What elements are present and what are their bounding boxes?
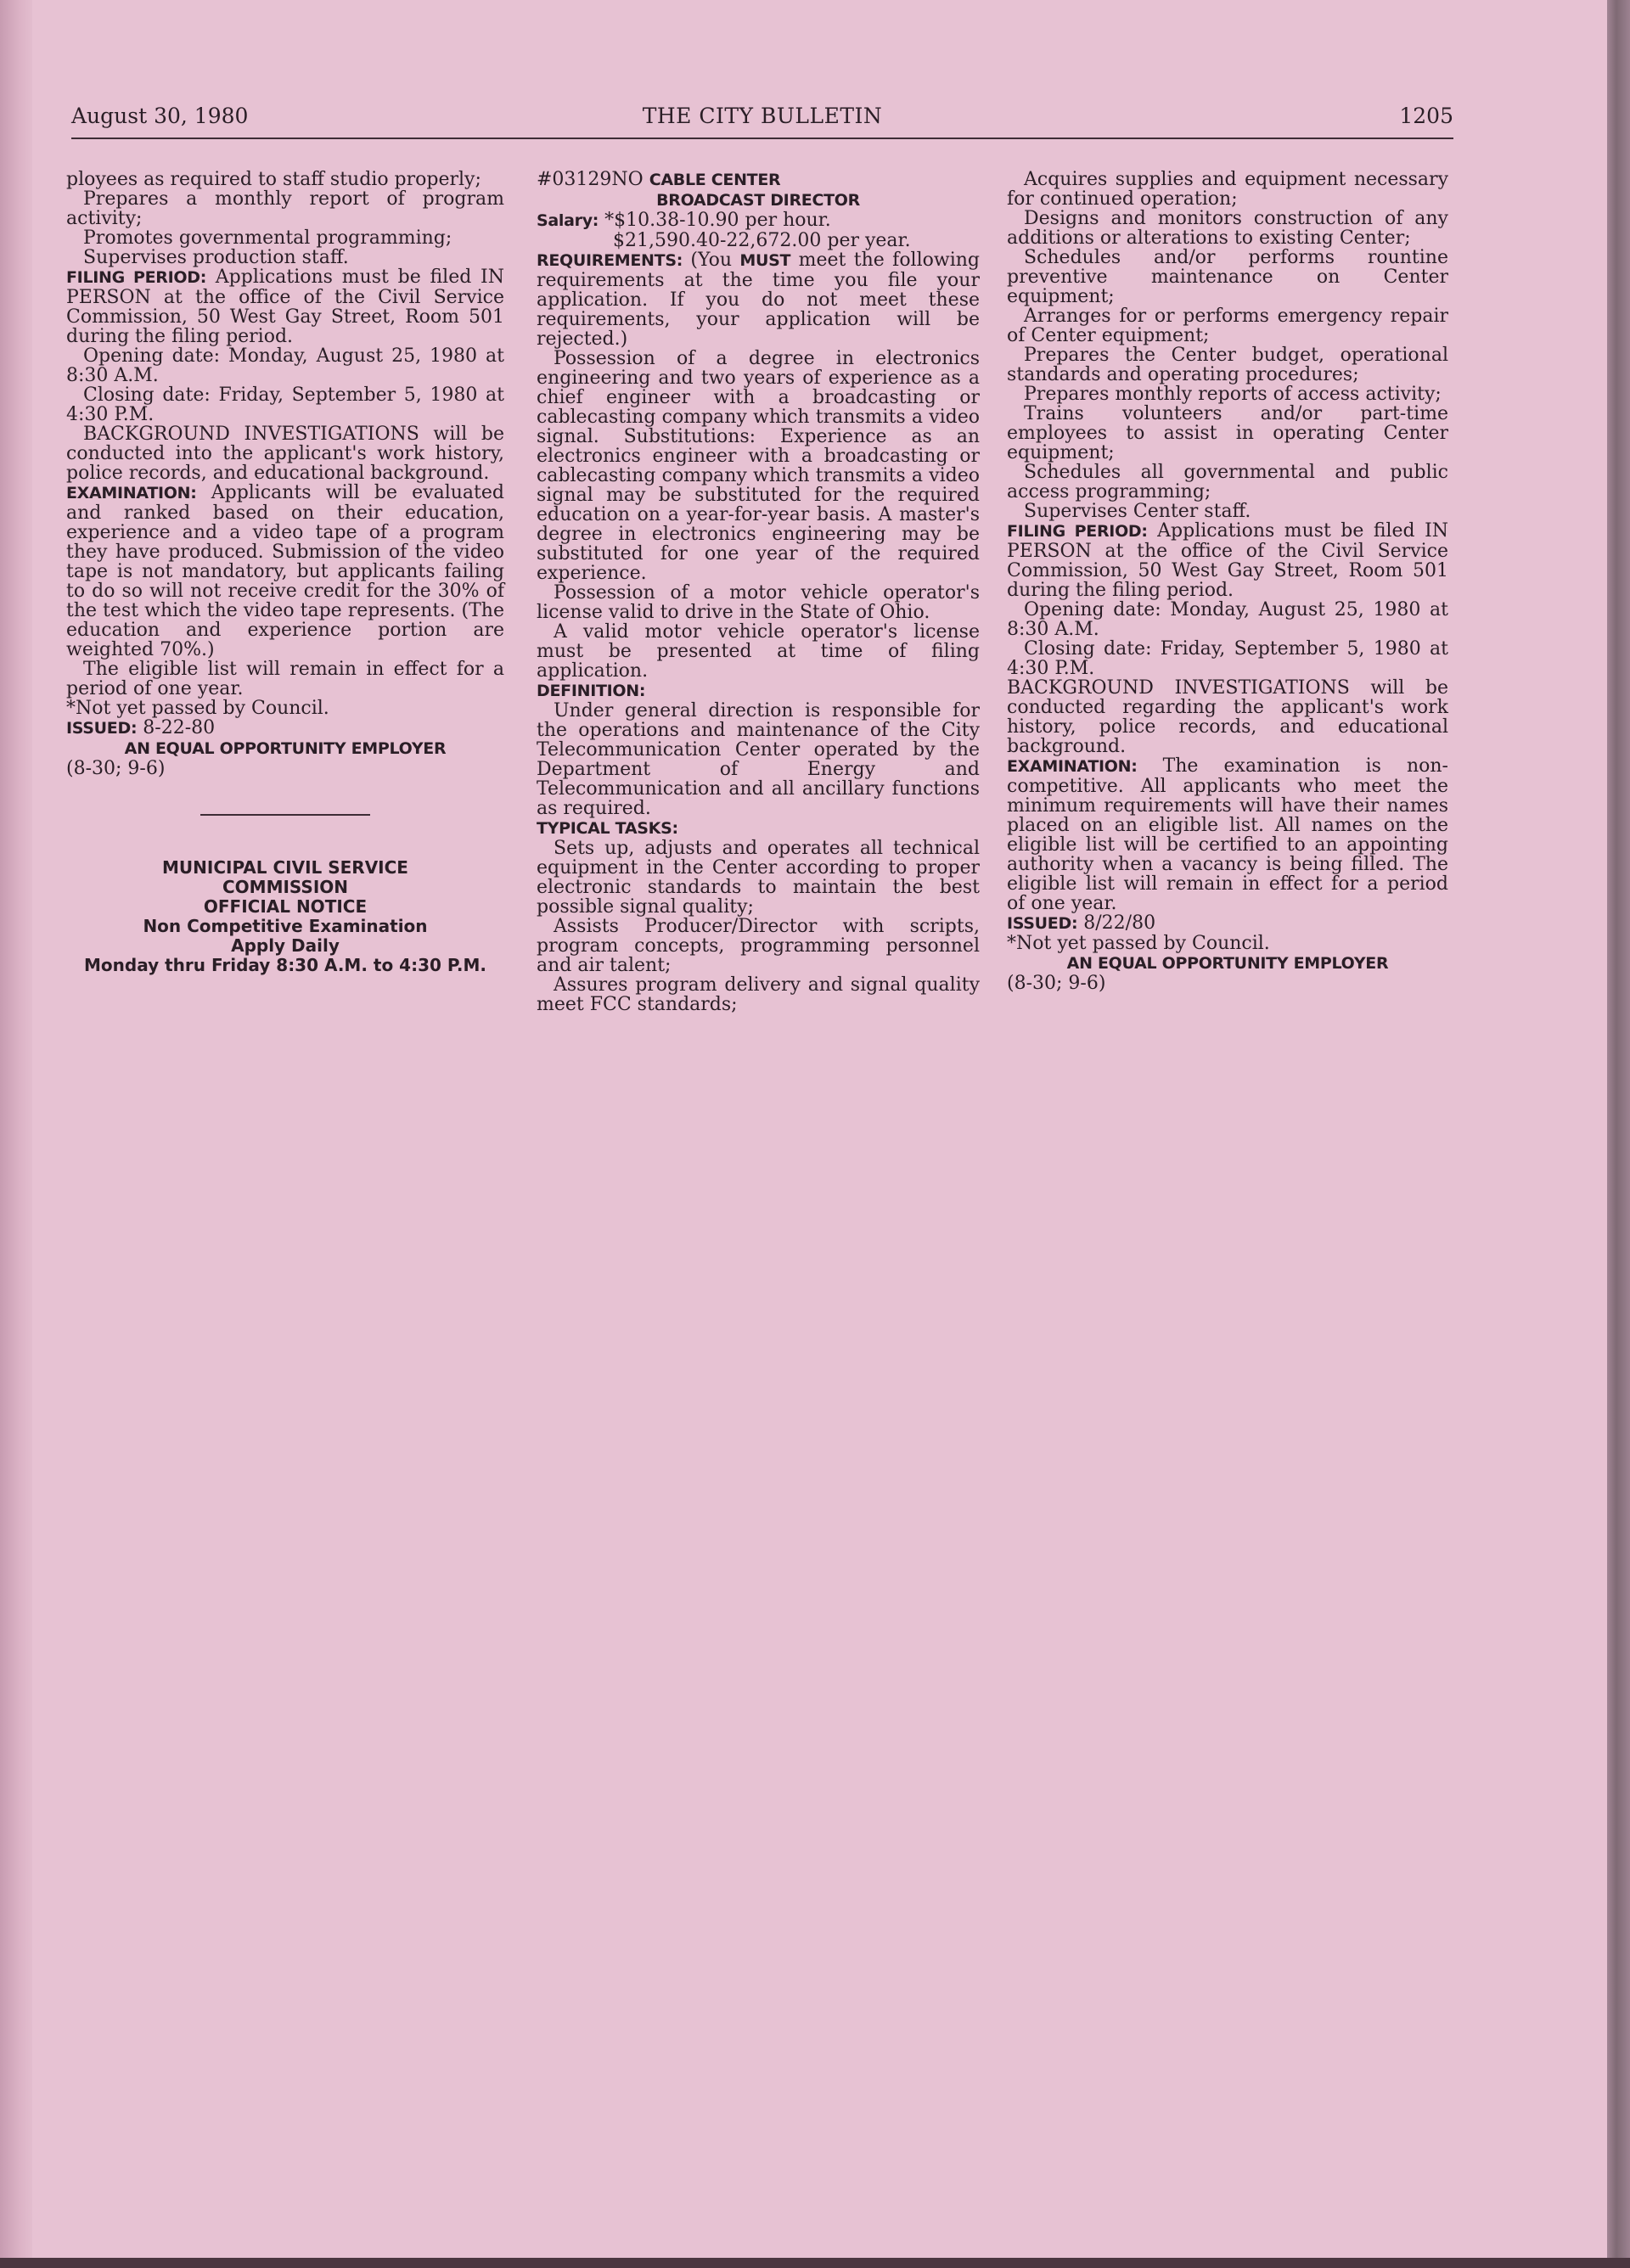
notice-heading: OFFICIAL NOTICE bbox=[203, 896, 368, 917]
notice-subheading: Non Competitive Examination bbox=[143, 916, 428, 936]
task-item: Schedules and/or performs rountine preventive maintenance on Center equipment; bbox=[1007, 247, 1448, 307]
job-title: CABLE CENTER bbox=[649, 171, 781, 189]
definition-label: DEFINITION: bbox=[537, 682, 646, 700]
task-item: Acquires supplies and equipment necessary for continued operation; bbox=[1007, 169, 1448, 210]
filing-period bbox=[66, 267, 504, 346]
task-item: Designs and monitors construction of any additions or alterations to existing Center; bbox=[1007, 208, 1448, 249]
task-item: Assures program delivery and signal quality meet FCC standards; bbox=[537, 974, 980, 1015]
header-date: August 30, 1980 bbox=[71, 104, 249, 128]
task-item: Sets up, adjusts and operates all technical equipment in the Center according to proper electronic standards to maintain the best possible signal quality; bbox=[537, 838, 980, 918]
issued-date: 8/22/80 bbox=[1083, 912, 1156, 934]
page-header bbox=[71, 102, 1453, 139]
eeo-line: AN EQUAL OPPORTUNITY EMPLOYER bbox=[1066, 954, 1389, 973]
task-item: Arranges for or performs emergency repair of Center equipment; bbox=[1007, 306, 1448, 346]
eligible-list: The eligible list will remain in effect for a period of one year. bbox=[66, 659, 504, 699]
publication-dates: (8-30; 9-6) bbox=[1007, 973, 1106, 994]
filing-period bbox=[1007, 521, 1448, 600]
job-title-line2: BROADCAST DIRECTOR bbox=[656, 191, 860, 210]
examination-text: Applicants will be evaluated and ranked based on their education, experience and a video tape of a program they have produced. Submission of the video tape is not mandatory, but applicants failing to do so will not receive credit for the 30% of the test which the video tape represents. (The education and experience portion are weighted 70%.) bbox=[66, 482, 504, 660]
examination bbox=[66, 483, 504, 660]
issued-label: ISSUED: bbox=[1007, 914, 1078, 933]
background-investigations: BACKGROUND INVESTIGATIONS will be conducted into the applicant's work history, police records, and educational background. bbox=[66, 424, 504, 484]
notice-heading: MUNICIPAL CIVIL SERVICE bbox=[162, 857, 408, 878]
typical-tasks-label: TYPICAL TASKS: bbox=[537, 819, 678, 838]
requirement-item: A valid motor vehicle operator's license must be presented at time of filing application. bbox=[537, 621, 980, 682]
examination-label: EXAMINATION: bbox=[66, 484, 197, 502]
examination-label: EXAMINATION: bbox=[1007, 757, 1138, 776]
opening-date: Opening date: Monday, August 25, 1980 at 8:30 A.M. bbox=[1007, 599, 1448, 640]
salary bbox=[537, 211, 980, 231]
issued-date: 8-22-80 bbox=[143, 717, 216, 738]
examination-text: The examination is non-competitive. All applicants who meet the minimum requirements will have their names placed on an eligible list. All names on the eligible list will be certified to an appointing authority when a vacancy is being filled. The eligible list will remain in effect for a period of one year. bbox=[1007, 755, 1448, 914]
filing-period-text: Applications must be filed IN PERSON at the office of the Civil Service Commission, 50 West Gay Street, Room 501 during the filing period. bbox=[1007, 520, 1449, 601]
opening-date: Opening date: Monday, August 25, 1980 at 8:30 A.M. bbox=[66, 345, 504, 386]
job-number: #03129NO bbox=[537, 169, 644, 190]
requirement-item: Possession of a motor vehicle operator's license valid to drive in the State of Ohio. bbox=[537, 582, 980, 623]
closing-date: Closing date: Friday, September 5, 1980 at 4:30 P.M. bbox=[66, 385, 504, 425]
task-item: Schedules all governmental and public access programming; bbox=[1007, 462, 1448, 502]
issued-label: ISSUED: bbox=[66, 719, 138, 738]
salary-hourly: *$10.38-10.90 per hour. bbox=[604, 210, 831, 231]
task-item: Assists Producer/Director with scripts, program concepts, programming personnel and air talent; bbox=[537, 916, 980, 976]
page-bottom-edge bbox=[0, 2258, 1630, 2268]
issued bbox=[1007, 913, 1448, 934]
notice-hours: Monday thru Friday 8:30 A.M. to 4:30 P.M. bbox=[84, 955, 486, 975]
book-binding bbox=[0, 0, 34, 2268]
notice-subheading: Apply Daily bbox=[231, 935, 340, 956]
publication-title: THE CITY BULLETIN bbox=[642, 104, 883, 128]
task-item: Promotes governmental programming; bbox=[83, 227, 452, 249]
task-item: Prepares the Center budget, operational standards and operating procedures; bbox=[1007, 345, 1448, 385]
column-1 bbox=[66, 170, 504, 975]
column-3 bbox=[1007, 170, 1448, 993]
requirement-item: Possession of a degree in electronics engineering and two years of experience as a chief engineer with a broadcasting or cablecasting company which transmits a video signal. Substitutions: Experience as an electronics engineer with a broadcasting or cablecasting company which transmits a video signal may be substituted for the required education on a year-for-year basis. A master's degree in electronics engineering may be substituted for one year of the required experience. bbox=[537, 348, 980, 584]
page-number: 1205 bbox=[1399, 104, 1453, 128]
section-divider bbox=[200, 814, 370, 816]
task-item: Trains volunteers and/or part-time employees to assist in operating Center equipment; bbox=[1007, 403, 1448, 463]
filing-period-label: FILING PERIOD: bbox=[66, 268, 207, 287]
eeo-line: AN EQUAL OPPORTUNITY EMPLOYER bbox=[124, 739, 447, 758]
task-item: Supervises production staff. bbox=[83, 247, 349, 268]
job-heading bbox=[537, 170, 980, 190]
closing-date: Closing date: Friday, September 5, 1980 at 4:30 P.M. bbox=[1007, 638, 1448, 679]
requirements: REQUIREMENTS: (You MUST meet the following requirements at the time you file your application. If you do not meet these requirements, your application will be rejected.) bbox=[537, 250, 980, 350]
task-item: Supervises Center staff. bbox=[1024, 501, 1251, 522]
task-item: Prepares monthly reports of access activity; bbox=[1024, 384, 1442, 405]
examination bbox=[1007, 756, 1448, 913]
page-edge bbox=[1607, 0, 1630, 2268]
salary-yearly: $21,590.40-22,672.00 per year. bbox=[613, 230, 911, 251]
not-passed-note: *Not yet passed by Council. bbox=[66, 698, 329, 719]
text-line: ployees as required to staff studio properly; bbox=[66, 169, 481, 190]
background-investigations: BACKGROUND INVESTIGATIONS will be conducted regarding the applicant's work history, police records, and educational background. bbox=[1007, 677, 1448, 757]
definition-text: Under general direction is responsible for the operations and maintenance of the City Telecommunication Center operated by the Department of Energy and Telecommunication and all ancillary functions as required. bbox=[537, 700, 980, 819]
salary-label: Salary: bbox=[537, 211, 599, 230]
publication-dates: (8-30; 9-6) bbox=[66, 758, 166, 779]
filing-period-label: FILING PERIOD: bbox=[1007, 522, 1148, 541]
column-2 bbox=[537, 170, 980, 1014]
filing-period-text: Applications must be filed IN PERSON at the office of the Civil Service Commission, 50 West Gay Street, Room 501 during the filing period. bbox=[66, 267, 504, 347]
issued bbox=[66, 718, 504, 738]
requirements-label: REQUIREMENTS: bbox=[537, 251, 683, 270]
not-passed-note: *Not yet passed by Council. bbox=[1007, 933, 1270, 954]
task-item: Prepares a monthly report of program activity; bbox=[66, 188, 504, 229]
notice-heading: COMMISSION bbox=[222, 877, 349, 897]
